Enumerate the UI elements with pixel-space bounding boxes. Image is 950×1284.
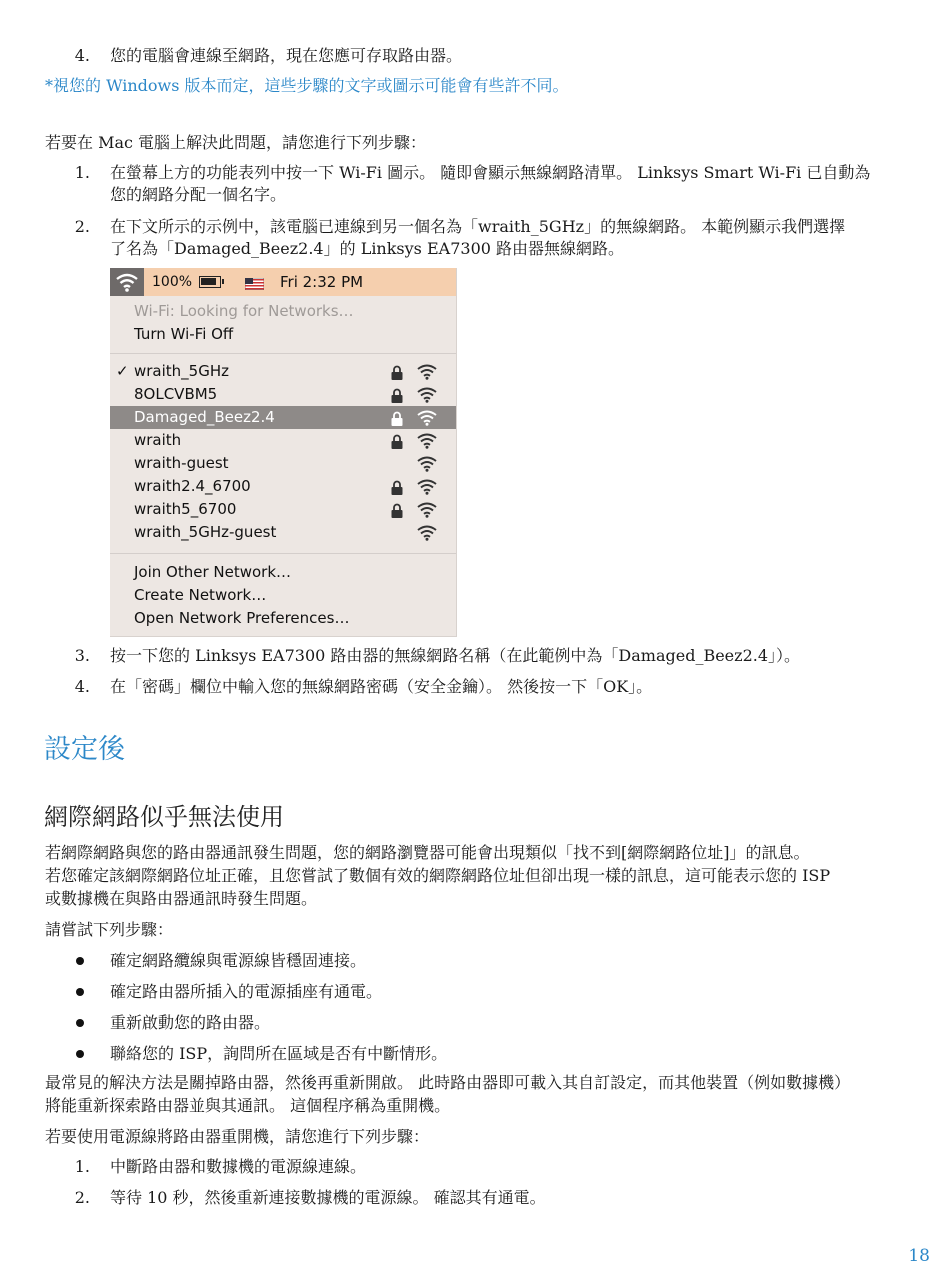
network-item[interactable] — [110, 383, 456, 406]
network-item[interactable] — [110, 406, 456, 429]
lock-icon — [391, 364, 403, 379]
network-name: wraith-guest — [134, 454, 229, 472]
battery-percent: 100% — [152, 274, 193, 290]
mac-step-line: 在「密碼」欄位中輸入您的無線網路密碼（安全金鑰）。 然後按一下「OK」。 — [110, 677, 653, 696]
restart-step-number: 1. — [74, 1157, 90, 1176]
network-name: Damaged_Beez2.4 — [134, 408, 275, 426]
section-heading: 設定後 — [44, 734, 125, 765]
bullet-dot — [76, 988, 84, 996]
wifi-signal-icon — [416, 455, 438, 472]
network-name: wraith5_6700 — [134, 500, 237, 518]
step-text: 您的電腦會連線至網路，現在您應可存取路由器。 — [110, 46, 463, 65]
restart-step-text: 中斷路由器和數據機的電源線連線。 — [110, 1157, 367, 1176]
lock-icon — [391, 433, 403, 448]
lock-icon — [391, 410, 403, 425]
network-item[interactable] — [110, 452, 456, 475]
wifi-signal-icon — [416, 524, 438, 541]
network-item[interactable] — [110, 498, 456, 521]
network-item[interactable] — [110, 360, 456, 383]
restart-step-text: 等待 10 秒，然後重新連接數據機的電源線。 確認其有通電。 — [110, 1188, 546, 1207]
network-name: 8OLCVBM5 — [134, 385, 218, 403]
step-number: 4. — [74, 46, 90, 65]
wifi-status: Wi-Fi: Looking for Networks… — [134, 302, 354, 320]
paragraph-line: 將能重新探索路由器並與其通訊。 這個程序稱為重開機。 — [45, 1096, 451, 1115]
bullet-dot — [76, 957, 84, 965]
mac-intro: 若要在 Mac 電腦上解決此問題，請您進行下列步驟： — [45, 133, 427, 152]
wifi-signal-icon — [416, 363, 438, 380]
network-name: wraith — [134, 431, 182, 449]
mac-step-number: 4. — [74, 677, 90, 696]
restart-step-number: 2. — [74, 1188, 90, 1207]
paragraph-line: 最常見的解決方法是關掉路由器，然後再重新開啟。 此時路由器即可載入其自訂設定，而其他裝置（例如數據機） — [45, 1073, 851, 1092]
network-item[interactable] — [110, 429, 456, 452]
mac-step-number: 2. — [74, 217, 90, 236]
subsection-heading: 網際網路似乎無法使用 — [44, 803, 284, 831]
wifi-signal-icon — [416, 501, 438, 518]
checkmark-icon: ✓ — [116, 362, 129, 380]
try-steps-label: 請嘗試下列步驟： — [45, 920, 174, 939]
menu-divider — [110, 553, 456, 554]
bullet-item: 聯絡您的 ISP，詢問所在區域是否有中斷情形。 — [110, 1044, 448, 1063]
open-network-preferences-item[interactable]: Open Network Preferences… — [134, 609, 350, 627]
paragraph-line: 若您確定該網際網路位址正確，且您嘗試了數個有效的網際網路位址但卻出現一樣的訊息，這可能表示您的 ISP — [45, 866, 831, 885]
lock-icon — [391, 502, 403, 517]
lock-icon — [391, 479, 403, 494]
network-name: wraith2.4_6700 — [134, 477, 251, 495]
mac-step-line: 按一下您的 Linksys EA7300 路由器的無線網路名稱（在此範例中為「Damaged_Beez2.4」）。 — [110, 646, 801, 665]
us-flag-icon — [245, 276, 264, 288]
battery-icon — [199, 276, 221, 288]
menu-divider — [110, 353, 456, 354]
join-other-network-item[interactable]: Join Other Network… — [134, 563, 292, 581]
create-network-item[interactable]: Create Network… — [134, 586, 267, 604]
bullet-dot — [76, 1019, 84, 1027]
network-item[interactable] — [110, 521, 456, 544]
menubar-clock: Fri 2:32 PM — [280, 273, 364, 291]
mac-step-number: 3. — [74, 646, 90, 665]
menu-bar — [110, 268, 456, 296]
paragraph-line: 或數據機在與路由器通訊時發生問題。 — [45, 889, 318, 908]
bullet-item: 重新啟動您的路由器。 — [110, 1013, 271, 1032]
wifi-signal-icon — [416, 386, 438, 403]
mac-step-line: 在下文所示的示例中，該電腦已連線到另一個名為「wraith_5GHz」的無線網路。 本範例顯示我們選擇 — [110, 217, 846, 236]
wifi-signal-icon — [416, 432, 438, 449]
windows-note: *視您的 Windows 版本而定，這些步驟的文字或圖示可能會有些許不同。 — [45, 76, 569, 95]
mac-step-line: 您的網路分配一個名字。 — [110, 185, 287, 204]
page-number: 18 — [908, 1246, 930, 1266]
network-item[interactable] — [110, 475, 456, 498]
mac-step-line: 了名為「Damaged_Beez2.4」的 Linksys EA7300 路由器無線網路。 — [110, 239, 625, 258]
paragraph-line: 若網際網路與您的路由器通訊發生問題，您的網路瀏覽器可能會出現類似「找不到[網際網路位址]」的訊息。 — [45, 843, 810, 862]
wifi-menubar-icon[interactable] — [110, 268, 144, 296]
wifi-signal-icon — [416, 409, 438, 426]
bullet-item: 確定路由器所插入的電源插座有通電。 — [110, 982, 383, 1001]
bullet-dot — [76, 1050, 84, 1058]
lock-icon — [391, 387, 403, 402]
wifi-signal-icon — [416, 478, 438, 495]
bullet-item: 確定網路纜線與電源線皆穩固連接。 — [110, 951, 367, 970]
turn-wifi-off-item[interactable]: Turn Wi-Fi Off — [134, 325, 234, 343]
mac-step-number: 1. — [74, 163, 90, 182]
wifi-menu-screenshot — [110, 268, 457, 637]
network-name: wraith_5GHz-guest — [134, 523, 277, 541]
restart-intro: 若要使用電源線將路由器重開機，請您進行下列步驟： — [45, 1127, 430, 1146]
mac-step-line: 在螢幕上方的功能表列中按一下 Wi-Fi 圖示。 隨即會顯示無線網路清單。 Linksys Smart Wi-Fi 已自動為 — [110, 163, 871, 182]
network-name: wraith_5GHz — [134, 362, 230, 380]
